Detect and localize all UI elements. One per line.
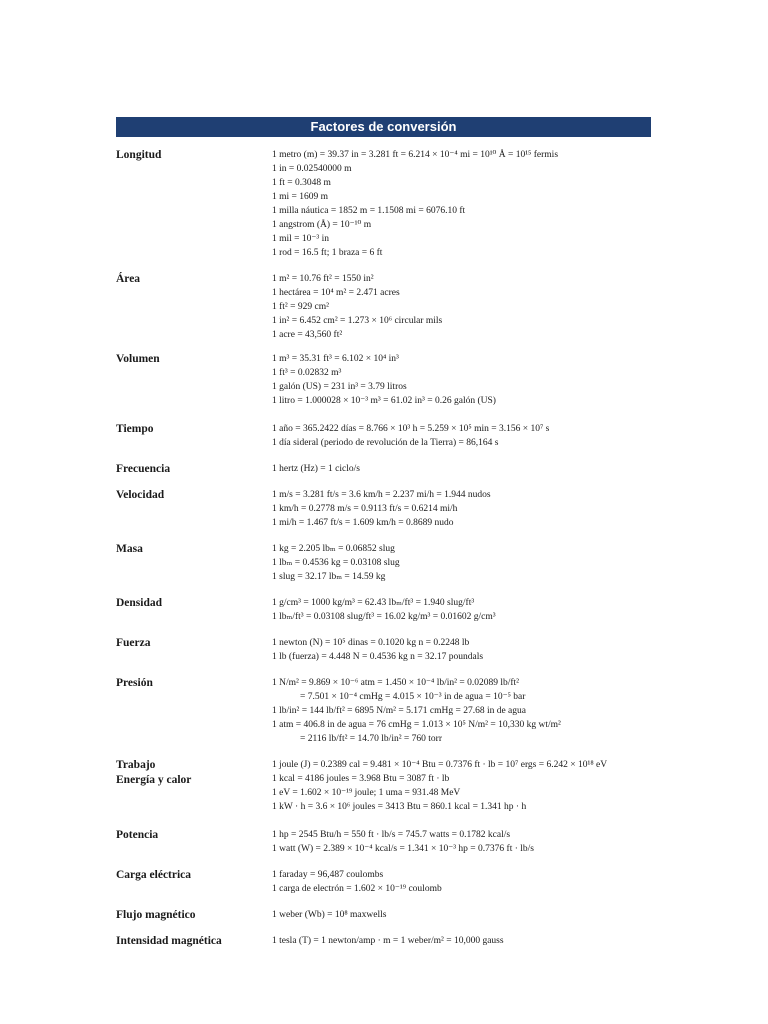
conversion-line: 1 atm = 406.8 in de agua = 76 cmHg = 1.013 × 10⁵ N/m² = 10,330 kg wt/m² xyxy=(272,720,561,730)
conversion-lines xyxy=(272,908,662,922)
conversion-line: 1 lbₘ = 0.4536 kg = 0.03108 slug xyxy=(272,558,400,568)
section-label xyxy=(116,488,266,503)
conversion-line: = 7.501 × 10⁻⁴ cmHg = 4.015 × 10⁻³ in de agua = 10⁻⁵ bar xyxy=(300,692,526,702)
section-label-line: Velocidad xyxy=(116,489,165,501)
section-label-line: Trabajo xyxy=(116,759,156,771)
conversion-lines xyxy=(272,676,662,746)
conversion-line: 1 metro (m) = 39.37 in = 3.281 ft = 6.214 × 10⁻⁴ mi = 10¹⁰ Å = 10¹⁵ fermis xyxy=(272,150,559,160)
conversion-line: 1 carga de electrón = 1.602 × 10⁻¹⁹ coulomb xyxy=(272,884,442,894)
conversion-line: 1 tesla (T) = 1 newton/amp · m = 1 weber/m² = 10,000 gauss xyxy=(272,936,504,946)
section-label xyxy=(116,828,266,843)
section-label xyxy=(116,272,266,287)
conversion-lines xyxy=(272,828,662,856)
conversion-line: 1 watt (W) = 2.389 × 10⁻⁴ kcal/s = 1.341 × 10⁻³ hp = 0.7376 ft · lb/s xyxy=(272,844,534,854)
conversion-line: 1 m³ = 35.31 ft³ = 6.102 × 10⁴ in³ xyxy=(272,354,399,364)
conversion-line: 1 weber (Wb) = 10⁸ maxwells xyxy=(272,910,387,920)
conversion-lines xyxy=(272,636,662,664)
conversion-line: 1 newton (N) = 10⁵ dinas = 0.1020 kg n = 0.2248 lb xyxy=(272,638,470,648)
conversion-line: 1 hertz (Hz) = 1 ciclo/s xyxy=(272,464,360,474)
conversion-line: 1 g/cm³ = 1000 kg/m³ = 62.43 lbₘ/ft³ = 1.940 slug/ft³ xyxy=(272,598,475,608)
conversion-line: 1 in = 0.02540000 m xyxy=(272,164,352,174)
conversion-line: 1 lbₘ/ft³ = 0.03108 slug/ft³ = 16.02 kg/m³ = 0.01602 g/cm³ xyxy=(272,612,496,622)
conversion-line: 1 hectárea = 10⁴ m² = 2.471 acres xyxy=(272,288,400,298)
conversion-line: 1 kW · h = 3.6 × 10⁶ joules = 3413 Btu = 860.1 kcal = 1.341 hp · h xyxy=(272,802,527,812)
conversion-line: 1 litro = 1.000028 × 10⁻³ m³ = 61.02 in³ = 0.26 galón (US) xyxy=(272,396,496,406)
section-label xyxy=(116,908,266,923)
conversion-line: 1 mi/h = 1.467 ft/s = 1.609 km/h = 0.8689 nudo xyxy=(272,518,454,528)
section-label xyxy=(116,676,266,691)
section-label xyxy=(116,596,266,611)
conversion-lines xyxy=(272,596,662,624)
section-label-line: Frecuencia xyxy=(116,463,171,475)
section-label xyxy=(116,636,266,651)
section-label-line: Tiempo xyxy=(116,423,154,435)
section-label-line: Intensidad magnética xyxy=(116,935,222,947)
conversion-lines xyxy=(272,542,662,584)
conversion-line: 1 mi = 1609 m xyxy=(272,192,329,202)
section-label xyxy=(116,868,266,883)
conversion-line: 1 ft² = 929 cm² xyxy=(272,302,329,312)
conversion-line: 1 acre = 43,560 ft² xyxy=(272,330,343,340)
conversion-line: 1 m/s = 3.281 ft/s = 3.6 km/h = 2.237 mi/h = 1.944 nudos xyxy=(272,490,491,500)
section-label xyxy=(116,758,266,787)
conversion-line: 1 ft³ = 0.02832 m³ xyxy=(272,368,342,378)
conversion-lines xyxy=(272,934,662,948)
conversion-line: 1 kcal = 4186 joules = 3.968 Btu = 3087 ft · lb xyxy=(272,774,450,784)
conversion-line: 1 lb (fuerza) = 4.448 N = 0.4536 kg n = 32.17 poundals xyxy=(272,652,484,662)
conversion-line: = 2116 lb/ft² = 14.70 lb/in² = 760 torr xyxy=(300,734,443,744)
conversion-lines xyxy=(272,148,662,260)
section-label-line: Flujo magnético xyxy=(116,909,196,921)
section-label xyxy=(116,462,266,477)
conversion-line: 1 eV = 1.602 × 10⁻¹⁹ joule; 1 uma = 931.48 MeV xyxy=(272,788,461,798)
conversion-line: 1 día sideral (periodo de revolución de la Tierra) = 86,164 s xyxy=(272,438,499,448)
section-label-line: Volumen xyxy=(116,353,160,365)
conversion-line: 1 angstrom (Å) = 10⁻¹⁰ m xyxy=(272,220,372,230)
conversion-line: 1 hp = 2545 Btu/h = 550 ft · lb/s = 745.7 watts = 0.1782 kcal/s xyxy=(272,830,511,840)
conversion-line: 1 ft = 0.3048 m xyxy=(272,178,331,188)
conversion-line: 1 lb/in² = 144 lb/ft² = 6895 N/m² = 5.171 cmHg = 27.68 in de agua xyxy=(272,706,526,716)
conversion-lines xyxy=(272,272,662,342)
section-label xyxy=(116,148,266,163)
conversion-lines xyxy=(272,352,662,408)
conversion-line: 1 mil = 10⁻³ in xyxy=(272,234,330,244)
section-label-line: Densidad xyxy=(116,597,163,609)
conversion-line: 1 slug = 32.17 lbₘ = 14.59 kg xyxy=(272,572,386,582)
conversion-line: 1 milla náutica = 1852 m = 1.1508 mi = 6076.10 ft xyxy=(272,206,466,216)
conversion-line: 1 m² = 10.76 ft² = 1550 in² xyxy=(272,274,374,284)
section-label-line: Fuerza xyxy=(116,637,151,649)
section-label-line: Longitud xyxy=(116,149,162,161)
page-title: Factores de conversión xyxy=(116,117,651,137)
conversion-lines xyxy=(272,868,662,896)
conversion-line: 1 km/h = 0.2778 m/s = 0.9113 ft/s = 0.6214 mi/h xyxy=(272,504,458,514)
conversion-line: 1 galón (US) = 231 in³ = 3.79 litros xyxy=(272,382,407,392)
section-label xyxy=(116,934,266,949)
conversion-line: 1 faraday = 96,487 coulombs xyxy=(272,870,384,880)
section-label-line: Carga eléctrica xyxy=(116,869,192,881)
section-label-line: Presión xyxy=(116,677,153,689)
section-label-line: Masa xyxy=(116,543,143,555)
conversion-line: 1 kg = 2.205 lbₘ = 0.06852 slug xyxy=(272,544,395,554)
conversion-lines xyxy=(272,422,662,450)
section-label-line: Energía y calor xyxy=(116,773,192,786)
section-label xyxy=(116,422,266,437)
conversion-line: 1 rod = 16.5 ft; 1 braza = 6 ft xyxy=(272,248,383,258)
conversion-lines xyxy=(272,462,662,476)
section-label xyxy=(116,542,266,557)
section-label xyxy=(116,352,266,367)
conversion-lines xyxy=(272,488,662,530)
conversion-line: 1 in² = 6.452 cm² = 1.273 × 10⁶ circular mils xyxy=(272,316,443,326)
conversion-line: 1 joule (J) = 0.2389 cal = 9.481 × 10⁻⁴ Btu = 0.7376 ft · lb = 10⁷ ergs = 6.242 × 10¹⁸ eV xyxy=(272,760,608,770)
section-label-line: Área xyxy=(116,273,141,285)
conversion-lines xyxy=(272,758,662,814)
conversion-line: 1 N/m² = 9.869 × 10⁻⁶ atm = 1.450 × 10⁻⁴ lb/in² = 0.02089 lb/ft² xyxy=(272,678,519,688)
section-label-line: Potencia xyxy=(116,829,159,841)
conversion-line: 1 año = 365.2422 días = 8.766 × 10³ h = 5.259 × 10⁵ min = 3.156 × 10⁷ s xyxy=(272,424,550,434)
